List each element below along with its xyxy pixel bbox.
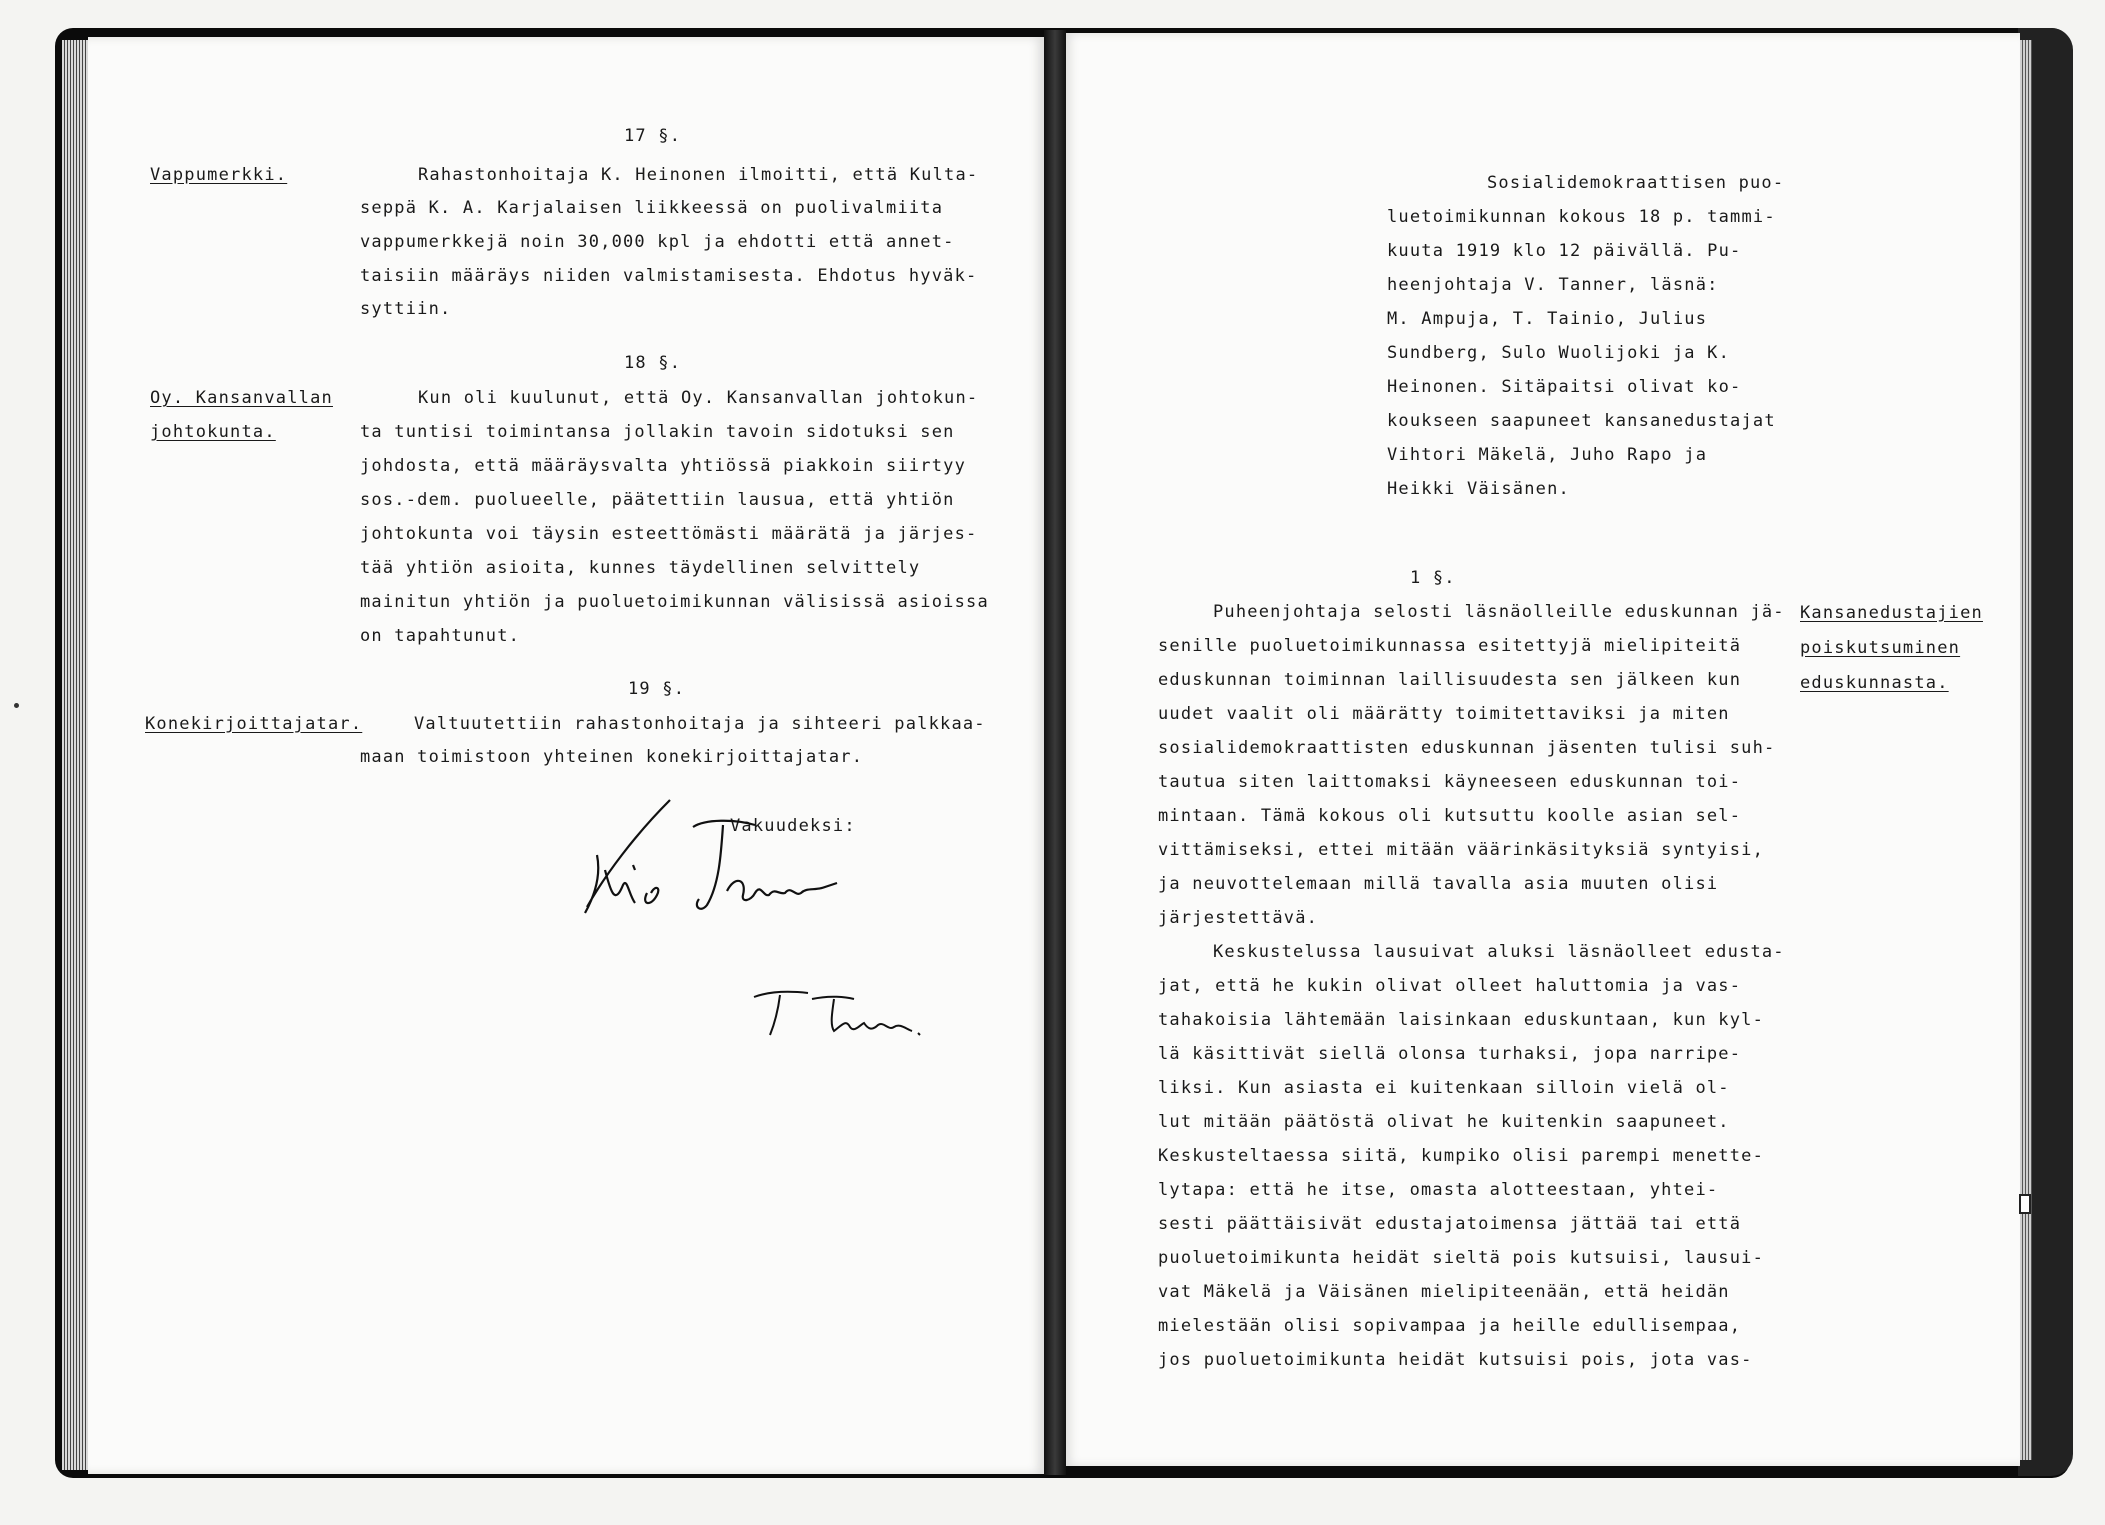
text-line: johdosta, että määräysvalta yhtiössä piakkoin siirtyy	[360, 456, 967, 476]
text-line: sos.-dem. puolueelle, päätettiin lausua, että yhtiön	[360, 490, 955, 510]
text-line: taisiin määräys niiden valmistamisesta. Ehdotus hyväk-	[360, 266, 978, 286]
section-number: 19 §.	[628, 679, 686, 699]
margin-note: Vappumerkki.	[150, 165, 288, 185]
text-line: johtokunta voi täysin esteettömästi määrätä ja järjes-	[360, 524, 978, 544]
text-line: Kun oli kuulunut, että Oy. Kansanvallan johtokun-	[418, 388, 979, 408]
section-number: 17 §.	[624, 126, 682, 146]
text-line: sosialidemokraattisten eduskunnan jäsenten tulisi suh-	[1158, 738, 1776, 758]
text-line: vittämiseksi, ettei mitään väärinkäsityksiä syntyisi,	[1158, 840, 1765, 860]
margin-note: Oy. Kansanvallan	[150, 388, 333, 408]
text-line: eduskunnan toiminnan laillisuudesta sen jälkeen kun	[1158, 670, 1742, 690]
attest-label: Vakuudeksi:	[730, 816, 856, 836]
signature-tainio	[750, 985, 950, 1045]
text-line: syttiin.	[360, 299, 452, 319]
text-line: vat Mäkelä ja Väisänen mielipiteenään, että heidän	[1158, 1282, 1730, 1302]
heading-line: Heinonen. Sitäpaitsi olivat ko-	[1387, 377, 1742, 397]
margin-note: Konekirjoittajatar.	[145, 714, 363, 734]
page-tab-marker	[2019, 1194, 2031, 1214]
heading-line: Vihtori Mäkelä, Juho Rapo ja	[1387, 445, 1708, 465]
heading-line: heenjohtaja V. Tanner, läsnä:	[1387, 275, 1719, 295]
text-line: Keskustelussa lausuivat aluksi läsnäolleet edusta-	[1213, 942, 1785, 962]
section-number: 18 §.	[624, 353, 682, 373]
section-number: 1 §.	[1410, 568, 1456, 588]
text-line: Puheenjohtaja selosti läsnäolleille eduskunnan jä-	[1213, 602, 1785, 622]
text-line: sesti päättäisivät edustajatoimensa jättää tai että	[1158, 1214, 1742, 1234]
scan-speck	[14, 703, 19, 708]
text-line: tahakoisia lähtemään laisinkaan eduskuntaan, kun kyl-	[1158, 1010, 1765, 1030]
text-line: liksi. Kun asiasta ei kuitenkaan silloin vielä ol-	[1158, 1078, 1730, 1098]
heading-line: M. Ampuja, T. Tainio, Julius	[1387, 309, 1708, 329]
margin-note: poiskutsuminen	[1800, 638, 1961, 658]
text-line: lut mitään päätöstä olivat he kuitenkin saapuneet.	[1158, 1112, 1730, 1132]
right-page-edges	[2020, 40, 2032, 1460]
text-line: lä käsittivät siellä olonsa turhaksi, jopa narripe-	[1158, 1044, 1742, 1064]
text-line: järjestettävä.	[1158, 908, 1319, 928]
text-line: Keskusteltaessa siitä, kumpiko olisi parempi menette-	[1158, 1146, 1765, 1166]
text-line: tää yhtiön asioita, kunnes täydellinen selvittely	[360, 558, 921, 578]
text-line: jat, että he kukin olivat olleet haluttomia ja vas-	[1158, 976, 1742, 996]
text-line: puoluetoimikunta heidät sieltä pois kutsuisi, lausui-	[1158, 1248, 1765, 1268]
heading-line: koukseen saapuneet kansanedustajat	[1387, 411, 1776, 431]
text-line: maan toimistoon yhteinen konekirjoittajatar.	[360, 747, 864, 767]
text-line: mainitun yhtiön ja puoluetoimikunnan välisissä asioissa	[360, 592, 989, 612]
text-line: tautua siten laittomaksi käyneeseen eduskunnan toi-	[1158, 772, 1742, 792]
signature-tanner	[575, 795, 855, 925]
text-line: on tapahtunut.	[360, 626, 521, 646]
text-line: uudet vaalit oli määrätty toimitettaviksi ja miten	[1158, 704, 1730, 724]
book-gutter	[1044, 30, 1066, 1475]
margin-note: eduskunnasta.	[1800, 673, 1949, 693]
text-line: vappumerkkejä noin 30,000 kpl ja ehdotti että annet-	[360, 232, 955, 252]
text-line: ta tuntisi toimintansa jollakin tavoin sidotuksi sen	[360, 422, 955, 442]
heading-line: Heikki Väisänen.	[1387, 479, 1570, 499]
text-line: Valtuutettiin rahastonhoitaja ja sihteeri palkkaa-	[414, 714, 986, 734]
heading-line: Sosialidemokraattisen puo-	[1487, 173, 1785, 193]
text-line: Rahastonhoitaja K. Heinonen ilmoitti, että Kulta-	[418, 165, 979, 185]
margin-note: Kansanedustajien	[1800, 603, 1983, 623]
text-line: mintaan. Tämä kokous oli kutsuttu koolle asian sel-	[1158, 806, 1742, 826]
text-line: mielestään olisi sopivampaa ja heille edullisempaa,	[1158, 1316, 1742, 1336]
text-line: jos puoluetoimikunta heidät kutsuisi pois, jota vas-	[1158, 1350, 1753, 1370]
text-line: ja neuvottelemaan millä tavalla asia muuten olisi	[1158, 874, 1719, 894]
text-line: seppä K. A. Karjalaisen liikkeessä on puolivalmiita	[360, 198, 944, 218]
heading-line: Sundberg, Sulo Wuolijoki ja K.	[1387, 343, 1731, 363]
margin-note: johtokunta.	[150, 422, 276, 442]
left-page-edges	[62, 40, 88, 1470]
text-line: senille puoluetoimikunnassa esitettyjä mielipiteitä	[1158, 636, 1742, 656]
heading-line: kuuta 1919 klo 12 päivällä. Pu-	[1387, 241, 1742, 261]
text-line: lytapa: että he itse, omasta alotteestaan, yhtei-	[1158, 1180, 1719, 1200]
heading-line: luetoimikunnan kokous 18 p. tammi-	[1387, 207, 1776, 227]
